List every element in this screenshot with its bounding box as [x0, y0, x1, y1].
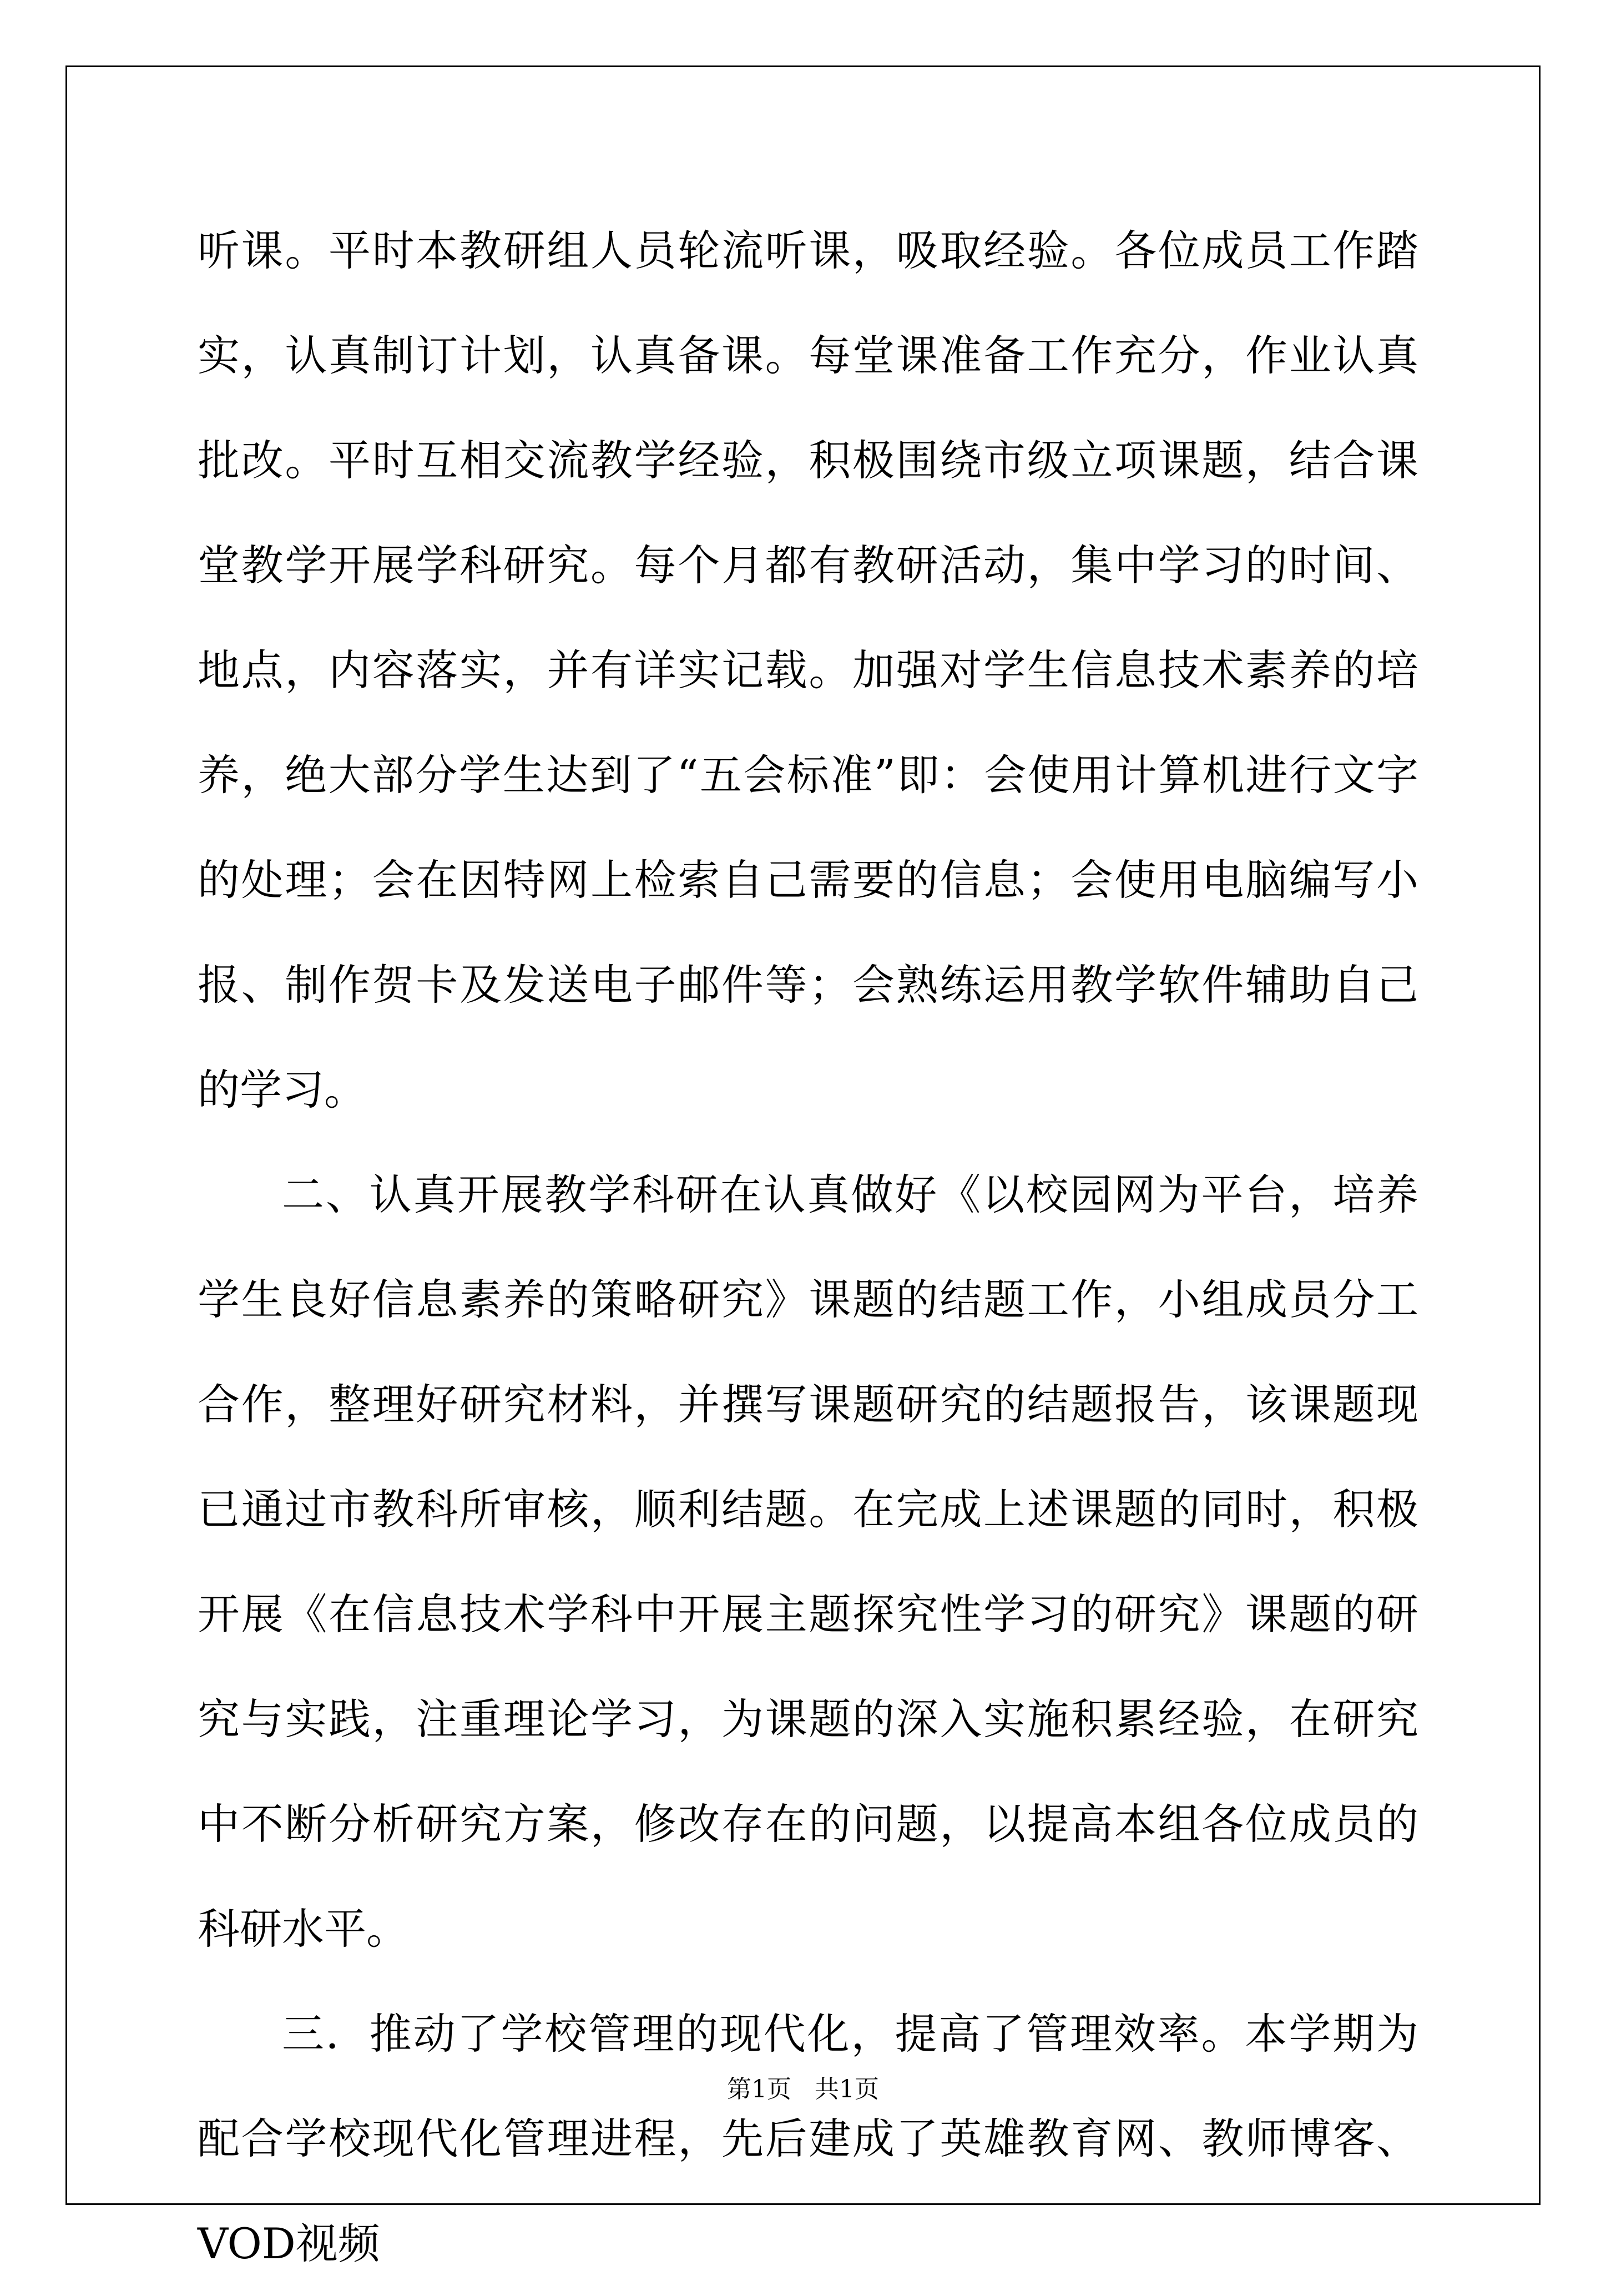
document-body	[198, 198, 1418, 2296]
page-footer: 第1页 共1页	[727, 2075, 879, 2103]
paragraph-2: 二、认真开展教学科研在认真做好《以校园网为平台，培养学生良好信息素养的策略研究》课题的结题工作，小组成员分工合作，整理好研究材料，并撰写课题研究的结题报告，该课题现已通过市教科所审核，顺利结题。在完成上述课题的同时，积极开展《在信息技术学科中开展主题探究性学习的研究》课题的研究与实践，注重理论学习，为课题的深入实施积累经验，在研究中不断分析研究方案，修改存在的问题，以提高本组各位成员的科研水平。	[198, 1170, 1418, 1954]
paragraph-1: 听课。平时本教研组人员轮流听课，吸取经验。各位成员工作踏实，认真制订计划，认真备课。每堂课准备工作充分，作业认真批改。平时互相交流教学经验，积极围绕市级立项课题，结合课堂教学开展学科研究。每个月都有教研活动，集中学习的时间、地点，内容落实，并有详实记载。加强对学生信息技术素养的培养，绝大部分学生达到了“五会标准”即：会使用计算机进行文字的处理；会在因特网上检索自己需要的信息；会使用电脑编写小报、制作贺卡及发送电子邮件等；会熟练运用教学软件辅助自己的学习。	[198, 226, 1418, 1114]
paragraph-3: 三．推动了学校管理的现代化，提高了管理效率。本学期为配合学校现代化管理进程，先后建成了英雄教育网、教师博客、VOD视频	[198, 2009, 1418, 2268]
